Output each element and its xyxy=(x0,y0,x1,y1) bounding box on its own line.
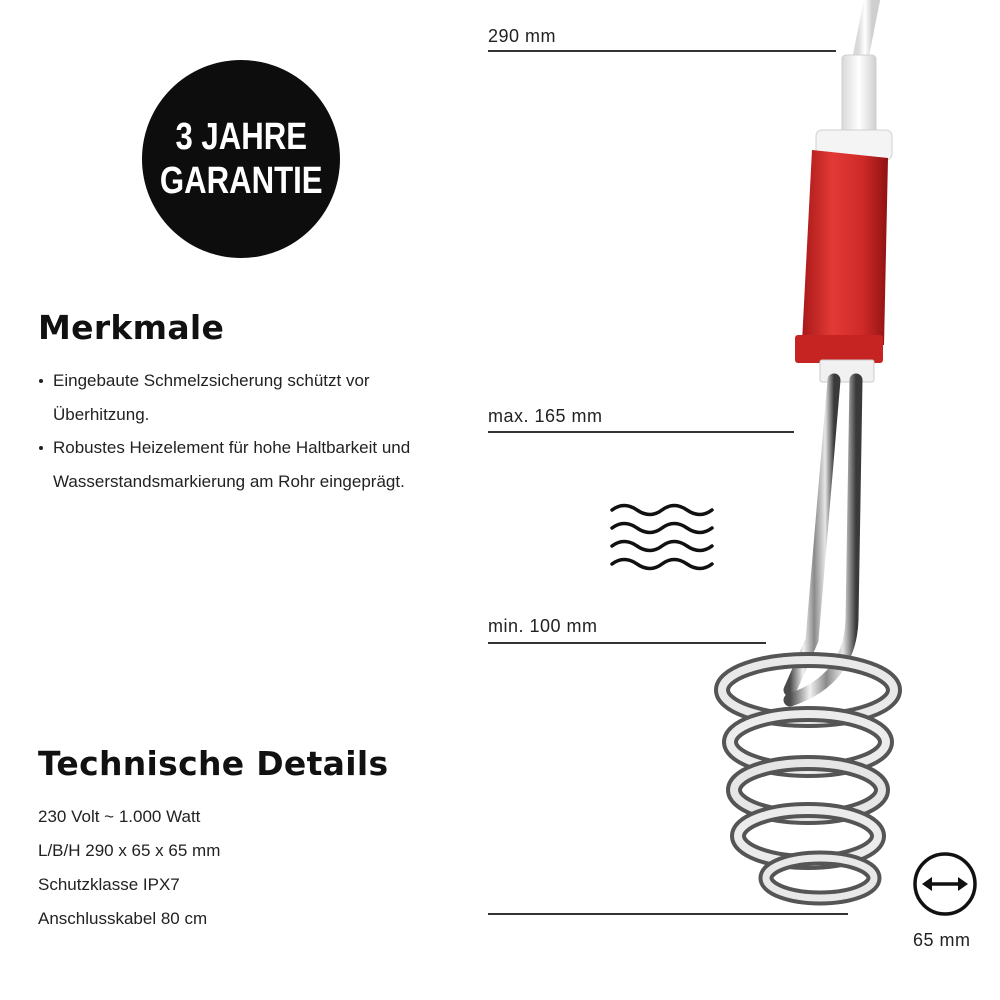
guarantee-line-2: GARANTIE xyxy=(159,160,323,202)
features-heading: Merkmale xyxy=(38,308,225,347)
width-label: 65 mm xyxy=(913,930,971,950)
features-list xyxy=(38,364,438,498)
guarantee-badge xyxy=(142,60,340,258)
spec-item: Anschlusskabel 80 cm xyxy=(38,909,208,928)
spec-item: Schutzklasse IPX7 xyxy=(38,875,180,894)
feature-item: Eingebaute Schmelzsicherung schützt vor Überhitzung. xyxy=(38,364,438,431)
guarantee-line-1: 3 JAHRE xyxy=(175,116,307,158)
min-depth-label: min. 100 mm xyxy=(488,616,598,636)
technical-heading: Technische Details xyxy=(38,744,389,783)
immersion-heater-image xyxy=(700,0,930,920)
total-length-label: 290 mm xyxy=(488,26,557,46)
spec-item: 230 Volt ~ 1.000 Watt xyxy=(38,807,201,826)
spec-item: L/B/H 290 x 65 x 65 mm xyxy=(38,841,221,860)
specs-list xyxy=(38,800,220,936)
feature-item: Robustes Heizelement für hohe Haltbarkeit und Wasserstandsmarkierung am Rohr eingeprägt. xyxy=(38,431,438,498)
max-depth-label: max. 165 mm xyxy=(488,406,603,426)
